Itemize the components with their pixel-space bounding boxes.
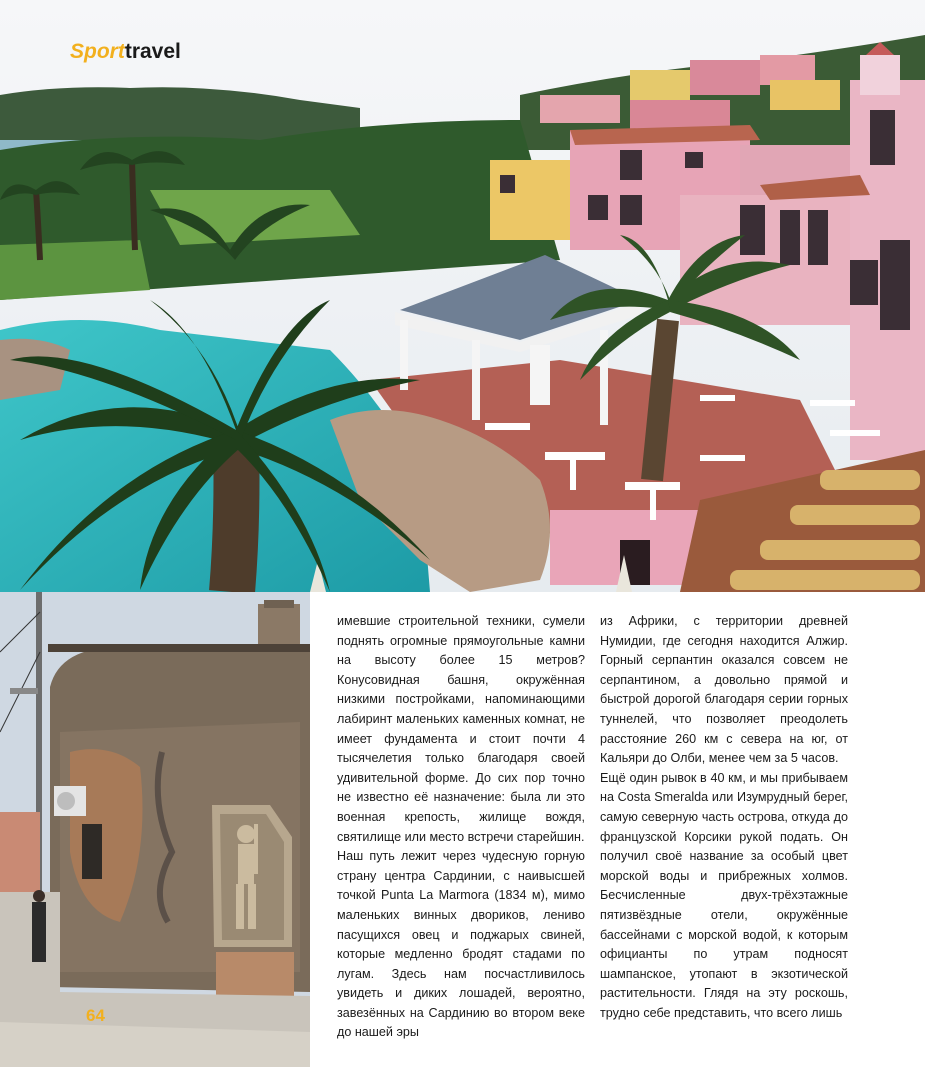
page-number: 64	[86, 1006, 105, 1025]
article-paragraph: Наш путь лежит через чудесную горную страну центра Сардинии, с наивысшей точкой Punta La Marmora (1834 м), мимо маленьких винных двориков, лениво пасущихся овец и поджарых свиней, которые медленно бродят стадами по лугам. Здесь нам посчастливилось увидеть и диких лошадей, вероятно, завезённых на Сардинию во втором веке до нашей эры	[337, 849, 585, 1040]
brand-logo	[70, 40, 181, 64]
brand-sport-text: Sport	[70, 40, 125, 63]
article-column-2	[600, 612, 848, 1023]
article-paragraph: Ещё один рывок в 40 км, и мы прибываем на Costa Smeralda или Изумрудный берег, самую северную часть острова, откуда до французской Корсики рукой подать. Он получил своё название за особый цвет морской воды и прибрежных холмов. Бесчисленные двух-трёхэтажные пятизвёздные отели, окружённые бассейнами с морской водой, к которым официанты по утрам подносят шампанское, утопают в экзотической растительности. Глядя на эту роскошь, трудно себе представить, что всего лишь	[600, 770, 848, 1020]
article-paragraph: имевшие строительной техники, сумели поднять огромные прямоугольные камни на высоту более 15 метров? Конусовидная башня, окружённая низкими постройками, напоминающими лабиринт маленьких каменных комнат, не имеет фундамента и стоит почти 4 тысячелетия только благодаря своей удивительной форме. До сих пор точно не известно её назначение: была ли это военная крепость, жилище вождя, святилище или место встречи старейшин.	[337, 614, 585, 844]
brand-travel-text: travel	[124, 40, 181, 63]
article-paragraph: из Африки, с территории древней Нумидии, где сегодня находится Алжир. Горный серпантин оказался совсем не серпантином, а довольно прямой и быстрой дорогой благодаря серии горных туннелей, что позволяет преодолеть расстояние 260 км с севера на юг, от Кальяри до Олби, менее чем за 5 часов.	[600, 614, 848, 766]
stone-building-photo	[0, 592, 310, 1067]
article-column-1	[337, 612, 585, 1043]
